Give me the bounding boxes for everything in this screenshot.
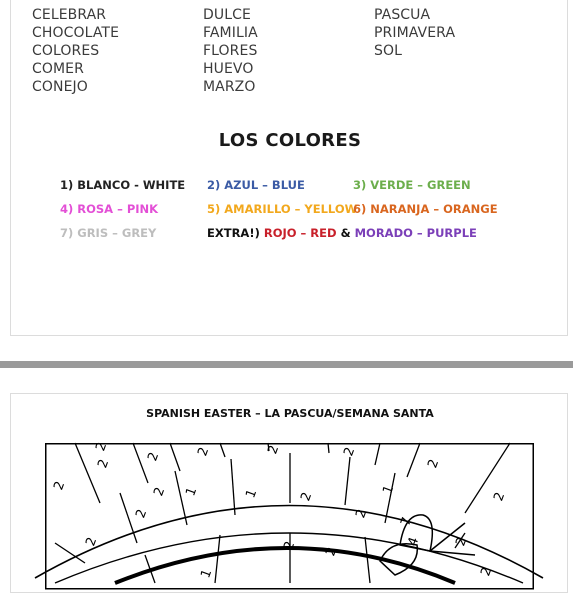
coloring-page: [10, 393, 568, 593]
page-separator: [0, 361, 573, 368]
tile-number: 2: [453, 535, 471, 549]
middle-arch: [55, 533, 523, 583]
word-item: FAMILIA: [203, 25, 258, 41]
word-item: SOL: [374, 43, 403, 59]
tile-number: 2: [93, 440, 111, 454]
tile-number: 2: [425, 457, 443, 471]
color-item-blue: 2) AZUL – BLUE: [207, 178, 305, 192]
color-item-orange: 6) NARANJA – ORANGE: [353, 202, 498, 216]
color-item-yellow: 5) AMARILLO – YELLOW: [207, 202, 358, 216]
inner-arch: [115, 548, 455, 583]
word-item: COLORES: [32, 43, 100, 59]
tile-dividers: [55, 443, 510, 583]
extra-ampersand: &: [340, 226, 351, 240]
tile-number: 1: [243, 487, 261, 501]
word-list-page: [10, 0, 568, 336]
word-item: PRIMAVERA: [374, 25, 456, 41]
tile-number: 2: [491, 490, 509, 504]
tile-number: 2: [95, 457, 113, 471]
tile-number: 2: [323, 545, 341, 559]
word-item: HUEVO: [203, 61, 254, 77]
extra-purple: MORADO – PURPLE: [354, 226, 477, 240]
extra-red: ROJO – RED: [263, 226, 337, 240]
tile-number: 2: [281, 539, 299, 553]
word-item: COMER: [32, 61, 84, 77]
tile-number: 2: [265, 443, 283, 457]
tile-number: 2: [353, 507, 371, 521]
tile-number: 2: [298, 490, 316, 504]
word-item: CONEJO: [32, 79, 88, 95]
word-column-2: [203, 6, 258, 96]
word-item: MARZO: [203, 79, 256, 95]
tile-number: 4: [405, 535, 423, 549]
tile-number: 2: [151, 485, 169, 499]
colors-heading: LOS COLORES: [218, 130, 362, 151]
color-item-grey: 7) GRIS – GREY: [60, 226, 157, 240]
word-column-3: [374, 6, 455, 60]
tile-number: 2: [341, 445, 359, 459]
tile-number: 2: [145, 450, 163, 464]
tile-number: 1: [198, 567, 216, 581]
word-item: FLORES: [203, 43, 258, 59]
tile-number: 2: [51, 479, 69, 493]
color-item-extra: [207, 226, 477, 240]
coloring-page-title: SPANISH EASTER – LA PASCUA/SEMANA SANTA: [146, 407, 434, 420]
color-item-white: 1) BLANCO - WHITE: [60, 178, 186, 192]
tile-number: 2: [83, 535, 101, 549]
word-item: CELEBRAR: [32, 7, 107, 23]
extra-label: EXTRA!): [207, 226, 260, 240]
word-column-1: [32, 6, 119, 96]
color-item-green: 3) VERDE – GREEN: [353, 178, 471, 192]
tile-number: 2: [133, 507, 151, 521]
tile-number: 1: [183, 485, 201, 499]
word-item: DULCE: [203, 7, 251, 23]
word-item: PASCUA: [374, 7, 431, 23]
word-item: CHOCOLATE: [32, 25, 120, 41]
tile-number: 2: [478, 565, 496, 579]
color-by-number-drawing: [45, 440, 534, 583]
tile-number: 1: [380, 483, 398, 497]
tile-number: 7: [398, 515, 416, 529]
tile-number: 2: [195, 445, 213, 459]
color-item-pink: 4) ROSA – PINK: [60, 202, 159, 216]
